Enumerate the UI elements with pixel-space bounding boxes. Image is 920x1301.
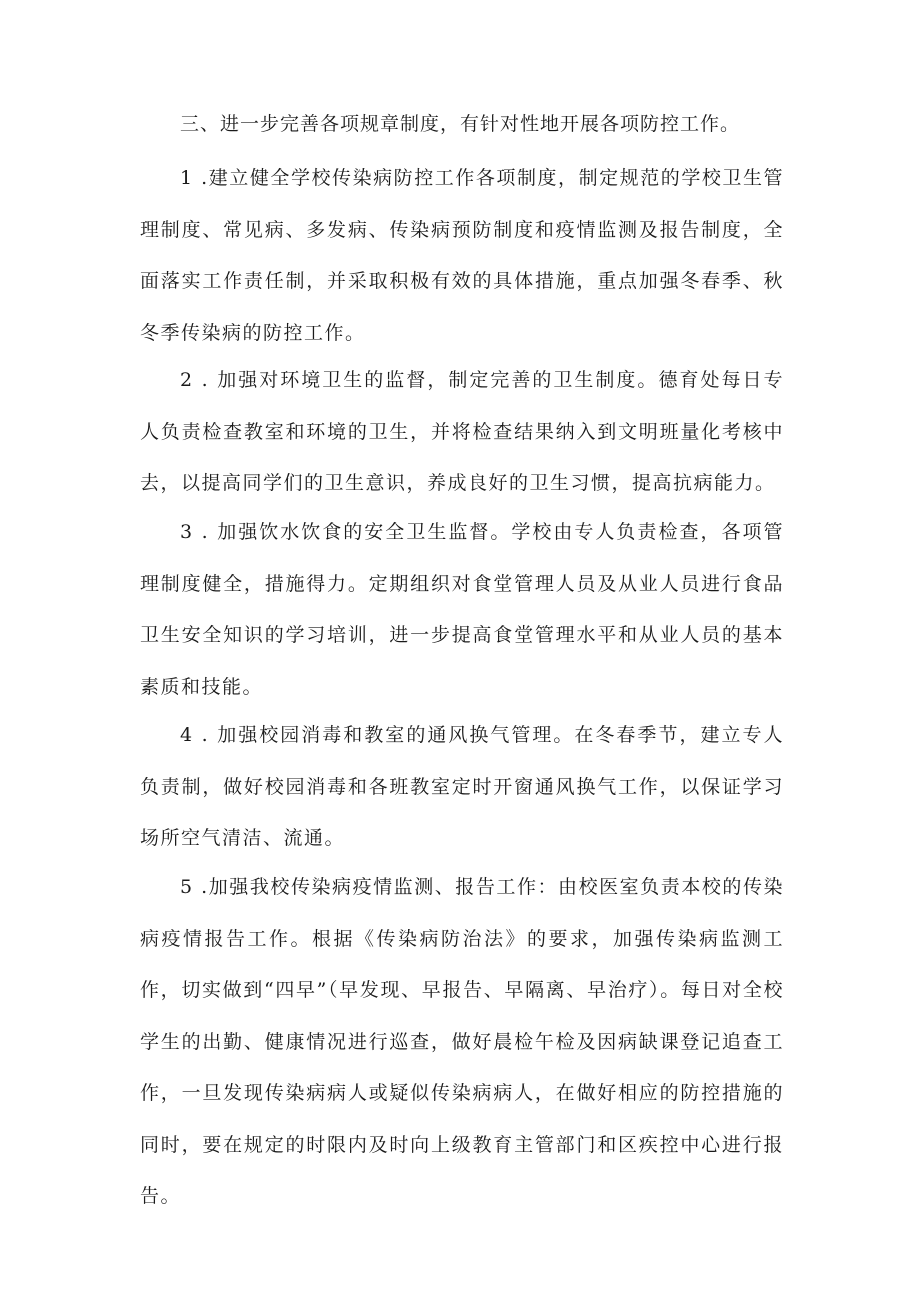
section-heading: 三、进一步完善各项规章制度，有针对性地开展各项防控工作。 <box>180 113 741 135</box>
paragraph-3: 3 . 加强饮水饮食的安全卫生监督。学校由专人负责检查，各项管理制度健全，措施得力。定期组织对食堂管理人员及从业人员进行食品卫生安全知识的学习培训，进一步提高食堂管理水平和从业人员的基本素质和技能。 <box>140 521 784 698</box>
paragraph-2: 2 . 加强对环境卫生的监督，制定完善的卫生制度。德育处每日专人负责检查教室和环境的卫生，并将检查结果纳入到文明班量化考核中去，以提高同学们的卫生意识，养成良好的卫生习惯，提高抗病能力。 <box>140 369 784 494</box>
paragraph-4: 4 . 加强校园消毒和教室的通风换气管理。在冬春季节，建立专人负责制，做好校园消毒和各班教室定时开窗通风换气工作，以保证学习场所空气清洁、流通。 <box>140 724 784 849</box>
paragraph-5: 5 .加强我校传染病疫情监测、报告工作：由校医室负责本校的传染病疫情报告工作。根据《传染病防治法》的要求，加强传染病监测工作，切实做到“四早”（早发现、早报告、早隔离、早治疗）。每日对全校学生的出勤、健康情况进行巡查，做好晨检午检及因病缺课登记追查工作，一旦发现传染病病人或疑似传染病病人，在做好相应的防控措施的同时，要在规定的时限内及时向上级教育主管部门和区疾控中心进行报告。 <box>140 876 784 1207</box>
paragraph-1: 1 .建立健全学校传染病防控工作各项制度，制定规范的学校卫生管理制度、常见病、多发病、传染病预防制度和疫情监测及报告制度，全面落实工作责任制，并采取积极有效的具体措施，重点加强冬春季、秋冬季传染病的防控工作。 <box>140 167 784 344</box>
